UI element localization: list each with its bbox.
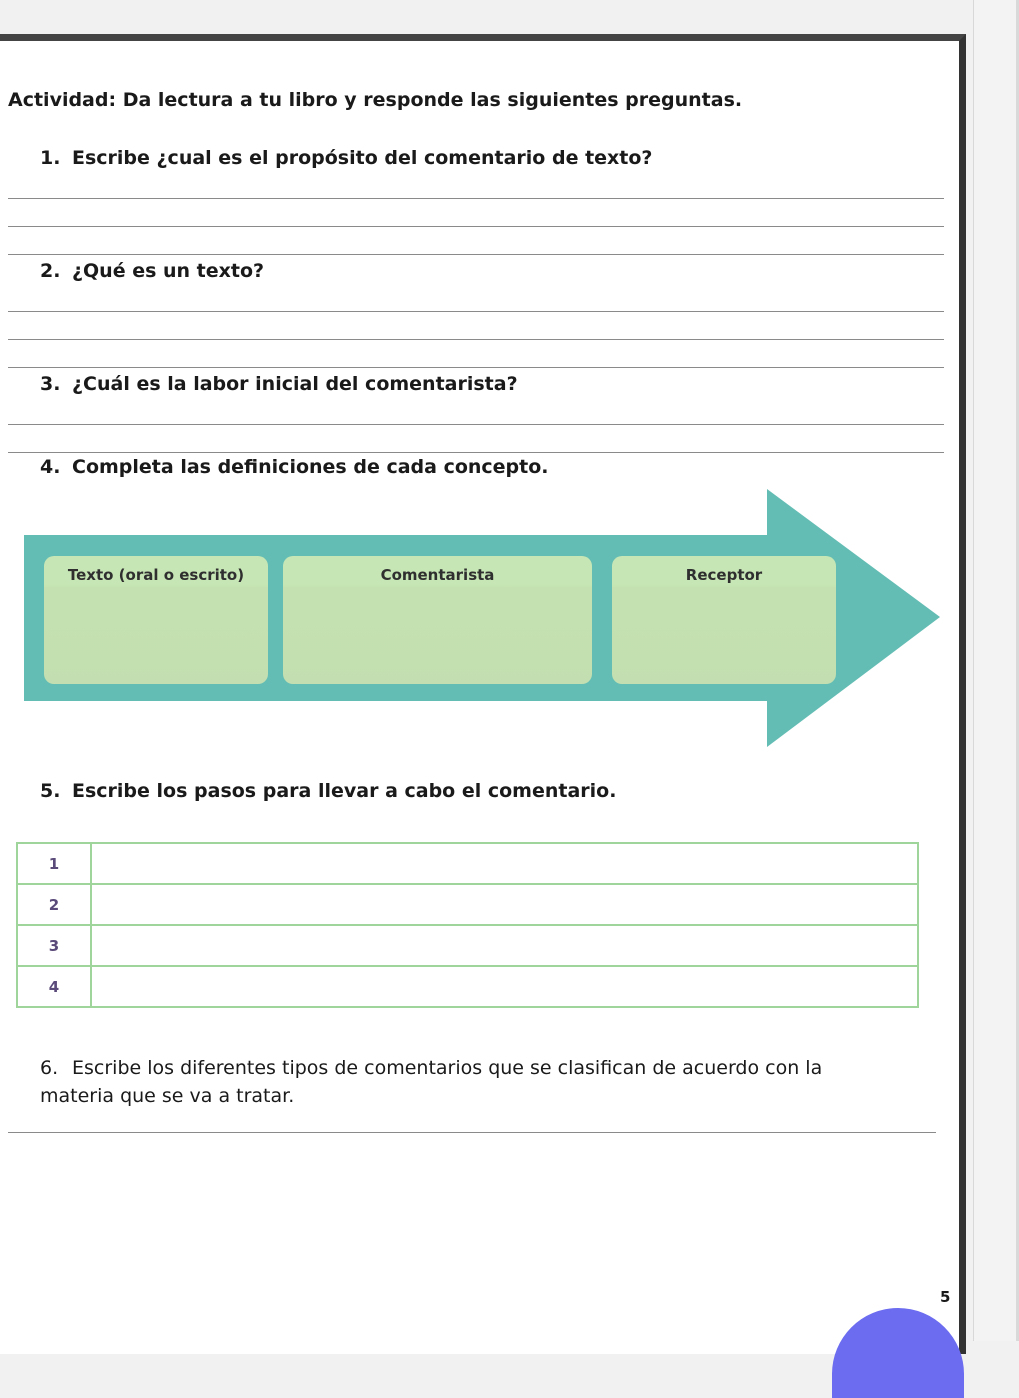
question-4 xyxy=(40,456,549,478)
answer-line[interactable] xyxy=(8,367,944,368)
question-6 xyxy=(40,1054,900,1110)
question-text: Escribe ¿cual es el propósito del comentario de texto? xyxy=(72,147,653,169)
question-1 xyxy=(40,147,652,169)
answer-line[interactable] xyxy=(8,311,944,312)
question-5 xyxy=(40,780,616,802)
table-row xyxy=(17,884,918,925)
concept-box-receiver[interactable] xyxy=(612,556,836,684)
page-number: 5 xyxy=(940,1288,951,1306)
answer-line[interactable] xyxy=(8,226,944,227)
concept-box-text[interactable] xyxy=(44,556,268,684)
concept-label: Receptor xyxy=(685,566,763,584)
step-answer-cell[interactable] xyxy=(91,966,918,1007)
table-row xyxy=(17,966,918,1007)
question-number: 1. xyxy=(40,147,61,169)
question-number: 6. xyxy=(40,1057,59,1079)
step-number: 4 xyxy=(17,966,91,1007)
answer-line[interactable] xyxy=(8,198,944,199)
table-row xyxy=(17,843,918,884)
step-number: 2 xyxy=(17,884,91,925)
answer-line[interactable] xyxy=(8,424,944,425)
viewer-side-strip xyxy=(973,0,1019,1341)
question-text: ¿Qué es un texto? xyxy=(72,260,265,282)
concept-label: Comentarista xyxy=(380,566,495,584)
question-number: 2. xyxy=(40,260,61,282)
step-answer-cell[interactable] xyxy=(91,925,918,966)
step-number: 1 xyxy=(17,843,91,884)
concept-box-commentator[interactable] xyxy=(283,556,592,684)
question-number: 3. xyxy=(40,373,61,395)
question-2 xyxy=(40,260,264,282)
question-number: 4. xyxy=(40,456,61,478)
answer-line[interactable] xyxy=(8,452,944,453)
answer-line[interactable] xyxy=(8,254,944,255)
table-row xyxy=(17,925,918,966)
answer-line[interactable] xyxy=(8,339,944,340)
step-answer-cell[interactable] xyxy=(91,884,918,925)
question-text: ¿Cuál es la labor inicial del comentarista? xyxy=(72,373,518,395)
question-text: Escribe los diferentes tipos de comentarios que se clasifican de acuerdo con la materia que se va a tratar. xyxy=(40,1057,823,1107)
answer-line[interactable] xyxy=(8,1132,936,1133)
question-3 xyxy=(40,373,518,395)
question-text: Completa las definiciones de cada concepto. xyxy=(72,456,549,478)
question-text: Escribe los pasos para llevar a cabo el comentario. xyxy=(72,780,617,802)
concept-label: Texto (oral o escrito) xyxy=(67,566,245,584)
steps-table xyxy=(16,842,919,1008)
activity-title: Actividad: Da lectura a tu libro y responde las siguientes preguntas. xyxy=(8,89,743,111)
step-answer-cell[interactable] xyxy=(91,843,918,884)
step-number: 3 xyxy=(17,925,91,966)
question-number: 5. xyxy=(40,780,61,802)
